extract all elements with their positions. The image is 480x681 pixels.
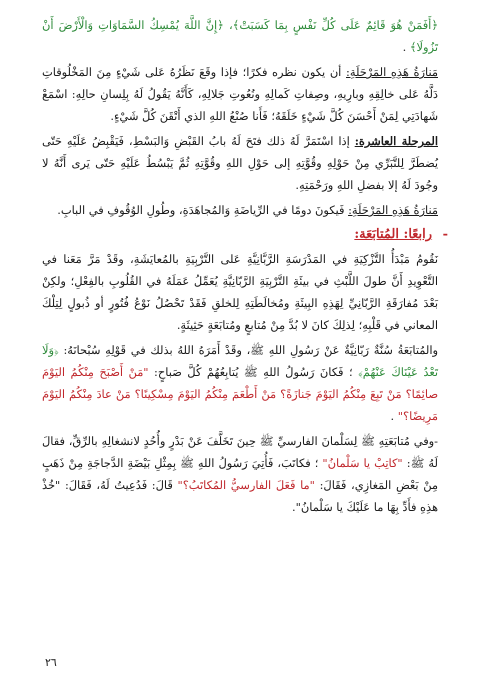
- paragraph: [42, 61, 438, 127]
- paragraph: [42, 248, 438, 336]
- paragraph-label: مَنارَةُ هَذِهِ المَرْحَلَةِ:: [348, 203, 438, 217]
- hadith-quote: "خُذْ هذِهِ فأَدِّ بِهَا ما عَلَيْكَ يا سَلْمانُ".: [42, 478, 438, 514]
- paragraph-text: فَيكونَ دومًا في الرِّياضَةِ وَالمُجاهَدَةِ، وطُولِ الوُقُوفِ في البابِ.: [57, 203, 345, 217]
- quran-verse: ﴿إِنَّ اللَّهَ يُمْسِكُ السَّمَاوَاتِ وَالْأَرْضَ أَنْ تَزُولَا﴾: [42, 18, 438, 54]
- quran-verse-block: [42, 14, 438, 58]
- paragraph-text: أن يكون نظره فكرًا؛ فإذا وقَعَ نَظَرُهُ عَلى شَيْءٍ مِنَ المَخْلُوقاتِ دَلَّهُ عَلى خالِقِهِ وبارِيهِ، وصِفاتِ كَمالِهِ ونُعُوتِ جَلالِهِ، كَأَنَّهُ يَقُولُ لَهُ بِلِسانِ حالِهِ: اسْمَعْ شَهادَتِي لِمَنْ أَحْسَنَ كُلَّ شَيْءٍ خَلَقَهُ؛ فَأَنا صُنْعُ اللهِ الذي أَتْقَنَ كُلَّ شَيْءٍ.: [42, 65, 438, 123]
- paragraph-text: قَالَ: فَدُعِيتُ لَهُ، فَقَالَ:: [64, 478, 173, 492]
- hadith-quote: "ما فَعَلَ الفارسيُّ المُكاتَبُ؟": [177, 478, 315, 492]
- paragraph: [42, 130, 438, 196]
- hadith-quote: "كاتِبْ يا سَلْمانُ": [322, 456, 403, 470]
- section-heading: [42, 224, 448, 246]
- heading-dash: -: [442, 227, 448, 242]
- punctuation: .: [402, 40, 407, 54]
- paragraph-text: إذا اسْتَمَرَّ لَهُ ذلك فتَحَ لَهُ بابُ القَبْضِ وَالبَسْطِ، فَيَقْبِضُ عَلَيْهِ حَتّى يُضطَرَّ لِلتَّبَرِّي مِنْ حَوْلِهِ وقُوَّتِهِ إلى حَوْلِ اللهِ وقُوَّتِهِ ثُمَّ يَبْسُطُ عَلَيْهِ حَتّى يَرى أَنَّهُ لا وجُودَ لَهُ إلا بفضلِ اللهِ ورَحْمَتِهِ.: [42, 134, 438, 192]
- hadith-quote: "مَنْ أَصْبَحَ مِنْكُمُ اليَوْمَ صائِمًا؟ مَنْ تَبِعَ مِنْكُمُ اليَوْمَ جَنازَةً؟ مَنْ أَطْعَمَ مِنْكُمُ اليَوْمَ مِسْكِينًا؟ مَنْ عادَ مِنْكُمُ اليَوْمَ مَرِيضًا؟": [42, 365, 438, 423]
- paragraph: [42, 430, 438, 518]
- paragraph-text: ؛ فكاتَبَ، فَأُتِيَ رَسُولُ اللهِ ﷺ بِمِثْلِ بَيْضَةِ الدَّجاجَةِ مِنْ ذَهَبٍ مِنْ بَعْضِ المَغازِي، فَقَالَ:: [42, 456, 439, 492]
- paragraph: [42, 339, 438, 427]
- quran-verse: ﴿وَلَا تَعْدُ عَيْنَاكَ عَنْهُمْ﴾: [42, 343, 438, 379]
- paragraph: [42, 199, 438, 221]
- punctuation: .: [390, 409, 395, 423]
- paragraph-label: مَنارَةُ هَذِهِ المَرْحَلَةِ:: [346, 65, 438, 79]
- paragraph-text: نَقُومُ مَبْدَأُ التَّزْكِيَةِ في المَدْرَسَةِ الرَّبَّانِيَّةِ عَلى التَّرْبِيَةِ بالمُعايَشَةِ، وقَدْ مَرَّ مَعَنا في التَّعْوِيدِ أَنَّ طولَ اللَّبْثِ في بيئَةِ التَّرْبِيَةِ الرَّبّانِيَّةِ يُعَمِّلُ عَمَلَهُ في القُلُوبِ بالفِعْلِ؛ ولكِنْ بَعْدَ مُفارَقَةِ الرَّبّانِيِّ لِهَذِهِ البِيئَةِ ومُخالَطَتِهِ لِلخلقِ فَقَدْ تَحْصُلُ نَوْعُ فُتُورٍ أو ذُبولٍ لِتِلْكَ المعاني في قَلْبِهِ؛ لِذلِكَ كانَ لا بُدَّ مِنْ مُتابعٍ ومُتابَعَةٍ حَثِيثَةٍ.: [42, 252, 438, 332]
- paragraph-text: والمُتابَعَةُ سُنَّةٌ رَبّانِيَّةٌ عَنْ رَسُولِ اللهِ ﷺ، وقَدْ أَمَرَهُ اللهُ بذلك في قَوْلِهِ سُبْحانَهُ:: [63, 343, 438, 357]
- heading-text: رابعًا: المُتابَعَة:: [354, 227, 433, 242]
- page-number: ٢٦: [45, 656, 57, 669]
- stage-label: المرحلة العاشرة:: [354, 134, 438, 148]
- quran-verse: ﴿أَفَمَنْ هُوَ قَائِمٌ عَلَى كُلِّ نَفْسٍ بِمَا كَسَبَتْ﴾،: [228, 18, 439, 32]
- paragraph-text: ؛ فَكانَ رَسُولُ اللهِ ﷺ يُتابِعُهُمْ كُلَّ صَباحٍ:: [154, 365, 353, 379]
- paragraph-text: -وفي مُتابَعَتِهِ ﷺ لِسَلْمانَ الفارسيِّ ﷺ حِينَ تَخَلَّفَ عَنْ بَدْرٍ وأُحُدٍ لانشغالِهِ بالرِّقِّ، فقالَ لَهُ ﷺ:: [42, 434, 438, 470]
